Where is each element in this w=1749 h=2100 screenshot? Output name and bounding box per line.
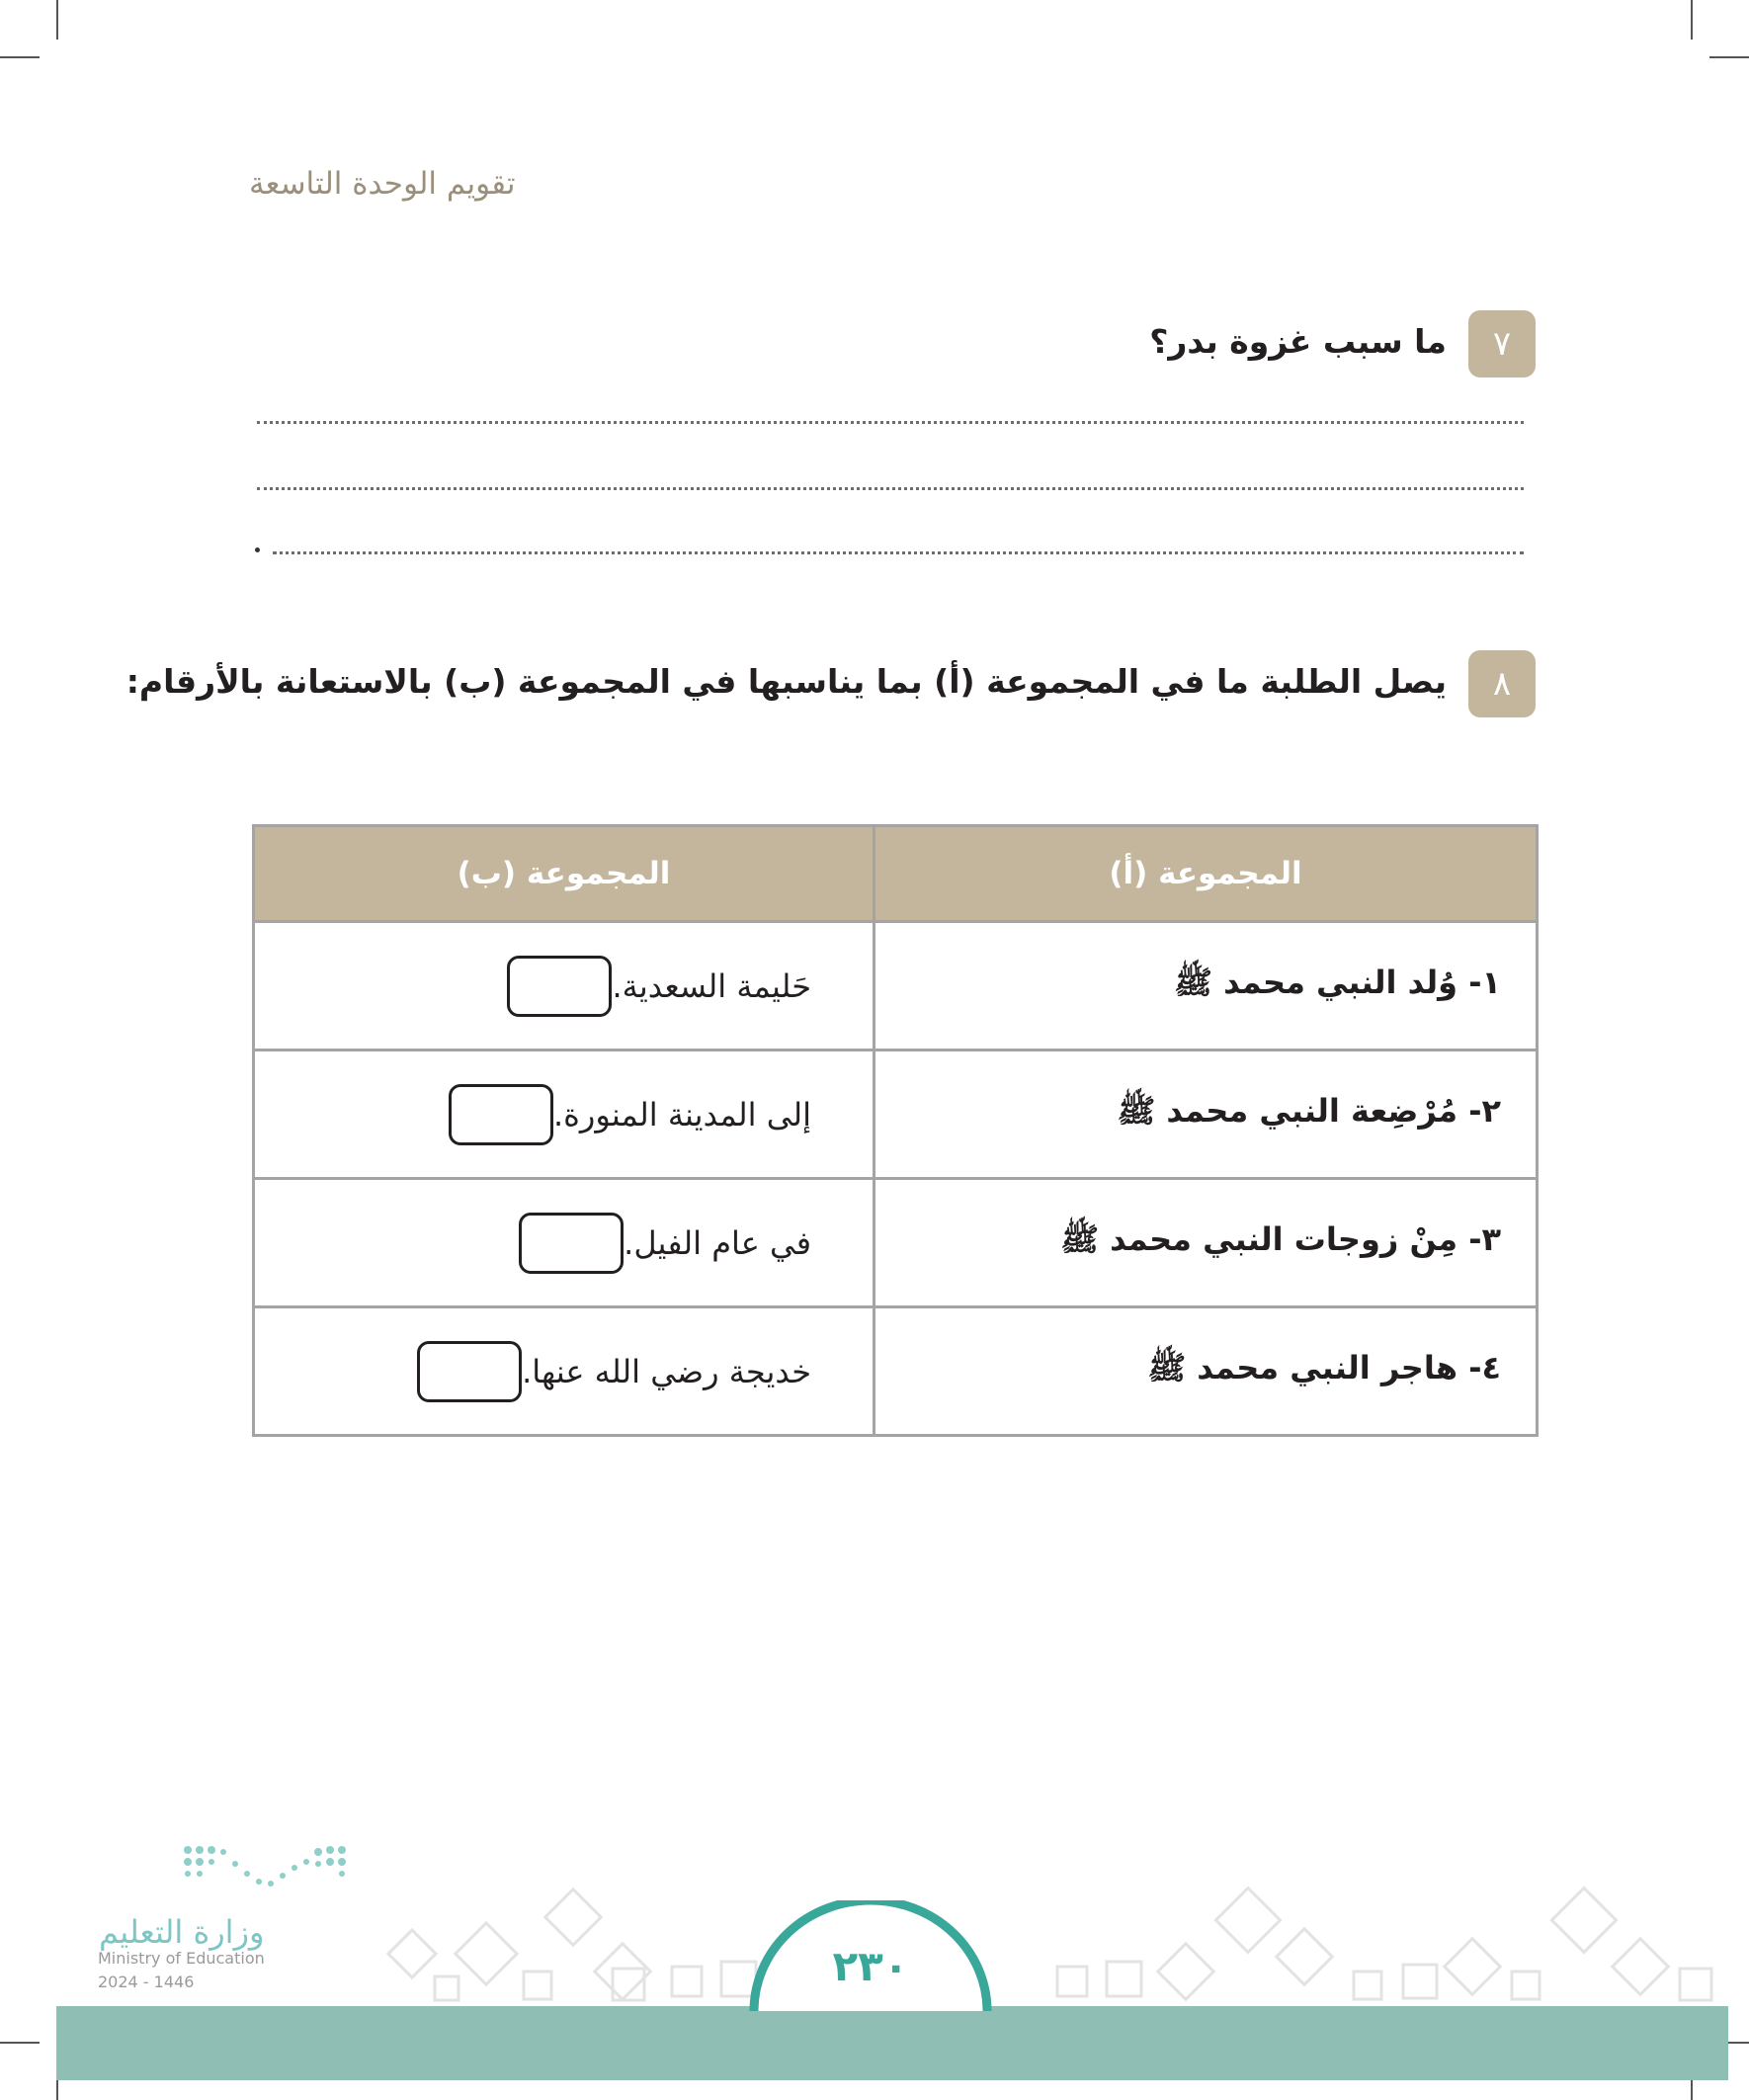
page-number: ٢٣٠ (832, 1942, 909, 1990)
group-b-item-2: إلى المدينة المنورة. (552, 1095, 811, 1134)
ministry-name-en: Ministry of Education (98, 1949, 265, 1968)
answer-box-2[interactable] (449, 1084, 553, 1145)
group-a-item-4: ٤- هاجر النبي محمد ﷺ (874, 1307, 1538, 1436)
group-b-cell-1 (254, 922, 874, 1050)
ministry-logo-icon (182, 1844, 352, 1891)
answer-box-3[interactable] (519, 1213, 624, 1274)
group-a-item-2: ٢- مُرْضِعة النبي محمد ﷺ (874, 1050, 1538, 1179)
decorative-pattern-icon (375, 1878, 1739, 2006)
crop-mark (0, 2042, 40, 2044)
ministry-year: 2024 - 1446 (98, 1973, 195, 1991)
ministry-name-ar: وزارة التعليم (99, 1913, 265, 1951)
table-row (254, 1307, 1538, 1436)
answer-box-1[interactable] (507, 956, 612, 1017)
header-group-b: المجموعة (ب) (254, 826, 874, 922)
answer-box-4[interactable] (417, 1341, 522, 1402)
unit-title: تقويم الوحدة التاسعة (249, 166, 516, 202)
answer-line-1[interactable] (257, 421, 1524, 424)
question-8-number: ٨ (1468, 650, 1536, 717)
crop-mark (1709, 56, 1749, 58)
table-row (254, 1050, 1538, 1179)
question-7-text: ما سبب غزوة بدر؟ (1149, 322, 1447, 361)
answer-line-3[interactable] (273, 551, 1524, 554)
answer-line-2[interactable] (257, 487, 1524, 490)
table-row (254, 1179, 1538, 1307)
group-b-cell-4 (254, 1307, 874, 1436)
header-group-a: المجموعة (أ) (874, 826, 1538, 922)
question-8-text: يصل الطلبة ما في المجموعة (أ) بما يناسبها في المجموعة (ب) بالاستعانة بالأرقام: (125, 662, 1447, 701)
group-b-cell-2 (254, 1050, 874, 1179)
question-7-number: ٧ (1468, 310, 1536, 378)
matching-table (252, 824, 1539, 1437)
group-b-cell-3 (254, 1179, 874, 1307)
group-a-item-1: ١- وُلد النبي محمد ﷺ (874, 922, 1538, 1050)
group-b-item-3: في عام الفيل. (624, 1223, 811, 1262)
crop-mark (1691, 0, 1693, 40)
end-dot (255, 547, 260, 552)
crop-mark (56, 0, 58, 40)
group-a-item-3: ٣- مِنْ زوجات النبي محمد ﷺ (874, 1179, 1538, 1307)
group-b-item-1: حَليمة السعدية. (612, 966, 811, 1005)
group-b-item-4: خديجة رضي الله عنها. (522, 1352, 811, 1390)
crop-mark (0, 56, 40, 58)
table-row (254, 922, 1538, 1050)
